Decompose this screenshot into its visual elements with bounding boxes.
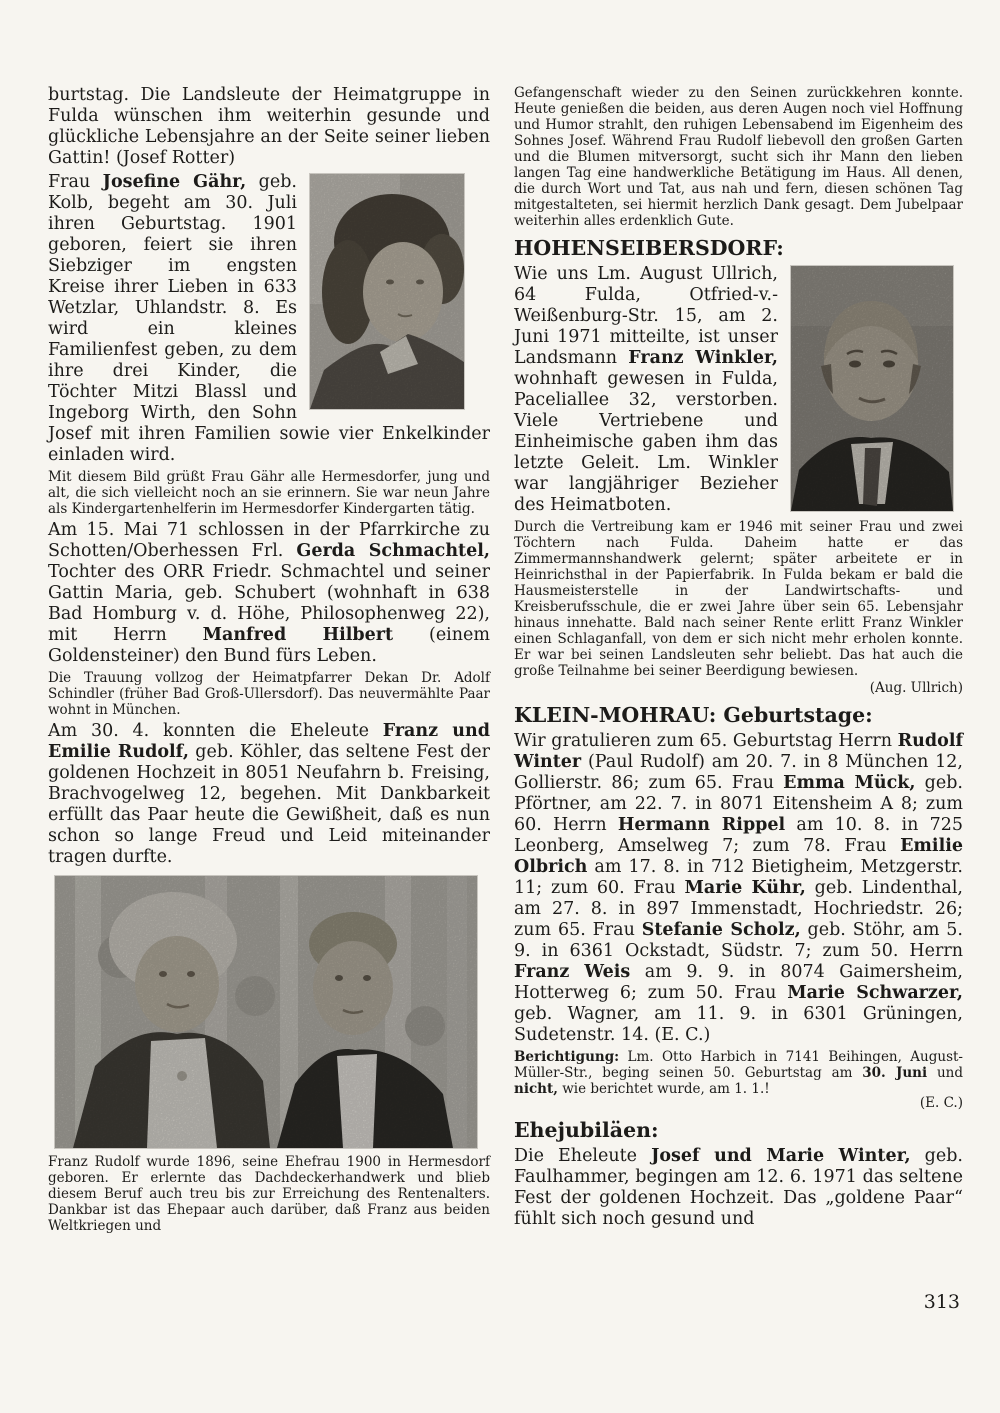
photo-rudolf-couple-illustration bbox=[55, 876, 477, 1148]
article-wedding-text: Am 15. Mai 71 schlossen in der Pfarrkirche zu Schotten/Oberhessen Frl. Gerda Schmachtel, Tochter des ORR Friedr. Schmachtel und seiner Gattin Maria, geb. Schubert (wohnhaft in 638 Bad Homburg v. d. Höhe, Philosophenweg 22), mit Herrn Manfred Hilbert (einem Goldensteiner) den Bund fürs Leben. bbox=[48, 520, 490, 666]
rudolf-continuation-text: Gefangenschaft wieder zu den Seinen zurückkehren konnte. Heute genießen die beiden, aus deren Augen noch viel Hoffnung und Humor strahlt, den ruhigen Lebensabend im Eigenheim des Sohnes Josef. Während Frau Rudolf liebevoll den großen Garten und die Blumen mitversorgt, sucht sich ihr Mann den lieben langen Tag eine handwerkliche Betätigung im Haus. All denen, die durch Wort und Tat, aus nah und fern, diesen schönen Tag mitgestalteten, sei hiermit herzlich Dank gesagt. Dem Jubelpaar weiterhin alles erdenklich Gute. bbox=[514, 85, 963, 229]
article-gaehr-text: Frau Josefine Gähr, geb. Kolb, begeht am 30. Juli ihren Geburtstag. 1901 geboren, feiert sie ihren Siebziger im engsten Kreise ihrer Lieben in 633 Wetzlar, Uhlandstr. 8. Es wird ein kleines Familienfest geben, zu dem ihre drei Kinder, die Töchter Mitzi Blassl und Ingeborg Wirth, den Sohn Josef mit ihren Familien sowie vier Enkelkinder einladen wird. bbox=[48, 172, 490, 465]
note-winkler-signature: (Aug. Ullrich) bbox=[869, 680, 963, 696]
note-wedding: Die Trauung vollzog der Heimatpfarrer Dekan Dr. Adolf Schindler (früher Bad Groß-Ullersdorf). Das neuvermählte Paar wohnt in München. bbox=[48, 670, 490, 718]
heading-hohenseibersdorf: HOHENSEIBERSDORF: bbox=[514, 236, 784, 260]
note-winkler: Durch die Vertreibung kam er 1946 mit seiner Frau und zwei Töchtern nach Fulda. Daheim hatte er das Zimmermannshandwerk gelernt; später arbeitete er in Heinrichsthal in der Papierfabrik. In Fulda bekam er bald die Hausmeisterstelle in der Landwirtschafts- und Kreisberufsschule, die er zwei Jahre über sein 65. Lebensjahr hinaus innehatte. Bald nach seiner Rente erlitt Franz Winkler einen Schlaganfall, von dem er sich nicht mehr erholen konnte. Er war bei seinen Landsleuten sehr beliebt. Das hat auch die große Teilnahme bei seiner Beerdigung bewiesen. bbox=[514, 519, 963, 679]
birthdays-text: Wir gratulieren zum 65. Geburtstag Herrn Rudolf Winter (Paul Rudolf) am 20. 7. in 8 München 12, Gollierstr. 86; zum 65. Frau Emma Mück, geb. Pförtner, am 22. 7. in 8071 Eitensheim A 8; zum 60. Herrn Hermann Rippel am 10. 8. in 725 Leonberg, Amselweg 7; zum 78. Frau Emilie Olbrich am 17. 8. in 712 Bietigheim, Metzgerstr. 11; zum 60. Frau Marie Kühr, geb. Lindenthal, am 27. 8. in 897 Immenstadt, Hochriedstr. 26; zum 65. Frau Stefanie Scholz, geb. Stöhr, am 5. 9. in 6361 Ockstadt, Südstr. 7; zum 50. Herrn Franz Weis am 9. 9. in 8074 Gaimersheim, Hotterweg 6; zum 50. Frau Marie Schwarzer, geb. Wagner, am 11. 9. in 6301 Grüningen, Sudetenstr. 14. (E. C.) bbox=[514, 731, 964, 1045]
photo-franz-winkler-illustration bbox=[791, 266, 953, 511]
photo-josefine-gaehr-illustration bbox=[310, 174, 464, 409]
article-gaehr bbox=[48, 172, 490, 466]
left-column bbox=[48, 85, 490, 1237]
article-continuation-text: burtstag. Die Landsleute der Heimatgruppe in Fulda wünschen ihm weiterhin gesunde und glückliche Lebensjahre an der Seite seiner lieben Gattin! (Josef Rotter) bbox=[48, 85, 490, 168]
note-correction: Berichtigung: Lm. Otto Harbich in 7141 Beihingen, August-Müller-Str., beging seinen 50. Geburtstag am 30. Juni und nicht, wie berichtet wurde, am 1. 1.! bbox=[514, 1049, 963, 1097]
caption-rudolf: Franz Rudolf wurde 1896, seine Ehefrau 1900 in Hermesdorf geboren. Er erlernte das Dachdeckerhandwerk und blieb diesem Beruf auch treu bis zur Erreichung des Rentenalters. Dankbar ist das Ehepaar auch darüber, daß Franz aus beiden Weltkriegen und bbox=[48, 1154, 490, 1234]
photo-franz-winkler bbox=[791, 266, 953, 511]
right-column bbox=[514, 85, 963, 1233]
article-rudolf-text: Am 30. 4. konnten die Eheleute Franz und Emilie Rudolf, geb. Köhler, das seltene Fest der goldenen Hochzeit in 8051 Neufahrn b. Freising, Brachvogelweg 12, begehen. Mit Dankbarkeit erfüllt das Paar heute die Gewißheit, daß es nun schon so lange Freud und Leid miteinander tragen durfte. bbox=[48, 721, 490, 867]
photo-josefine-gaehr bbox=[310, 174, 464, 409]
heading-ehejubilaeen: Ehejubiläen: bbox=[514, 1118, 659, 1142]
heading-klein-mohrau: KLEIN-MOHRAU: Geburtstage: bbox=[514, 703, 873, 727]
note-correction-signature: (E. C.) bbox=[919, 1095, 963, 1111]
photo-rudolf-couple bbox=[55, 876, 477, 1148]
article-winkler bbox=[514, 264, 963, 516]
caption-gaehr: Mit diesem Bild grüßt Frau Gähr alle Hermesdorfer, jung und alt, die sich vielleicht noch an sie erinnern. Sie war neun Jahre als Kindergartenhelferin im Hermesdorfer Kindergarten tätig. bbox=[48, 469, 490, 517]
article-winter-text: Die Eheleute Josef und Marie Winter, geb. Faulhammer, begingen am 12. 6. 1971 das seltene Fest der goldenen Hochzeit. Das „goldene Paar“ fühlt sich noch gesund und bbox=[514, 1146, 963, 1229]
page-number: 313 bbox=[923, 1291, 960, 1313]
article-winkler-text: Wie uns Lm. August Ullrich, 64 Fulda, Otfried-v.-Weißenburg-Str. 15, am 2. Juni 1971 mitteilte, ist unser Landsmann Franz Winkler, wohnhaft gewesen in Fulda, Paceliallee 32, verstorben. Viele Vertriebene und Einheimische gaben ihm das letzte Geleit. Lm. Winkler war langjähriger Bezieher des Heimatboten. bbox=[514, 264, 779, 515]
